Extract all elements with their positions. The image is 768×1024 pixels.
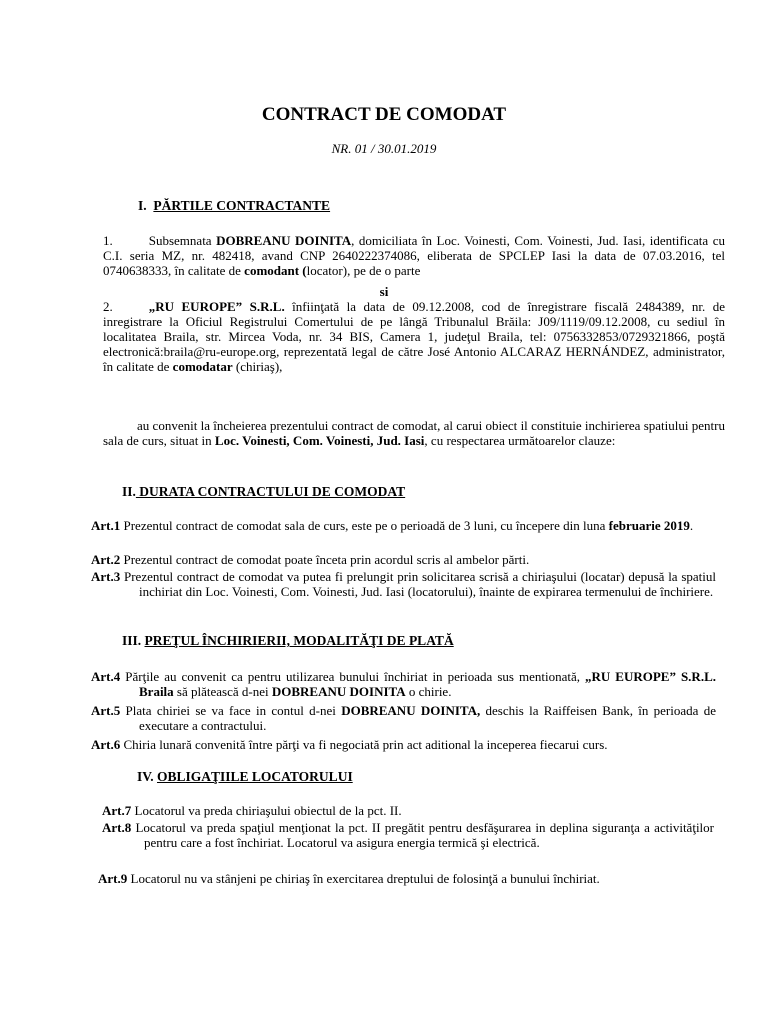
article-7: Art.7 Locatorul va preda chiriaşului obiectul de la pct. II. [102,803,402,818]
article-1: Art.1 Prezentul contract de comodat sala de curs, este pe o perioadă de 3 luni, cu începere din luna februarie 2019. [91,518,694,533]
article-5: Art.5 Plata chiriei se va face in contul d-nei DOBREANU DOINITA, deschis la Raiffeisen Bank, în perioada de executare a contractului. [91,703,716,733]
article-8: Art.8 Locatorul va preda spaţiul menţionat la pct. II pregătit pentru desfăşurarea in deplina siguranţa a activităţilor pentru care a fost închiriat. Locatorul va asigura energia termică şi electrică. [102,820,714,850]
article-4: Art.4 Părţile au convenit ca pentru utilizarea bunului închiriat in perioada sus mentionată, „RU EUROPE” S.R.L. Braila să plătească d-nei DOBREANU DOINITA o chirie. [91,669,716,699]
document-number: NR. 01 / 30.01.2019 [331,141,437,156]
section-2-heading: II. DURATA CONTRACTULUI DE COMODAT [122,484,406,499]
document-title: CONTRACT DE COMODAT [261,104,507,125]
party-1-paragraph: 1. Subsemnata DOBREANU DOINITA, domiciliata în Loc. Voinesti, Com. Voinesti, Jud. Iasi, identificata cu C.I. seria MZ, nr. 482418, avand CNP 2640222374086, eliberata de SPCLEP Iasi la data de 07.03.2016, tel 0740638333, în calitate de comodant (locator), pe de o parte [103,233,725,278]
section-1-heading: I. PĂRTILE CONTRACTANTE [138,198,331,213]
article-9: Art.9 Locatorul nu va stânjeni pe chiriaş în exercitarea dreptului de folosinţă a bunului închiriat. [98,871,600,886]
section-4-heading: IV. OBLIGAŢIILE LOCATORULUI [137,769,353,784]
agreement-paragraph: au convenit la încheierea prezentului contract de comodat, al carui obiect il constituie inchirierea spatiului pentru sala de curs, situat in Loc. Voinesti, Com. Voinesti, Jud. Iasi, cu respectarea următoarelor clauze: [103,418,725,448]
article-6: Art.6 Chiria lunară convenită între părţi va fi negociată prin act aditional la inceperea fiecarui curs. [91,737,608,752]
article-3: Art.3 Prezentul contract de comodat va putea fi prelungit prin solicitarea scrisă a chiriaşului (locatar) depusă la spatiul inchiriat din Loc. Voinesti, Com. Voinesti, Jud. Iasi (locatorului), înainte de expirarea termenului de închiriere. [91,569,716,599]
section-3-heading: III. PREŢUL ÎNCHIRIERII, MODALITĂŢI DE PLATĂ [122,633,454,648]
party-2-paragraph: 2. „RU EUROPE” S.R.L. înfiinţată la data de 09.12.2008, cod de înregistrare fiscală 2484389, nr. de inregistrare la Oficiul Registrului Comertului de pe lângă Tribunalul Brăila: J09/1119/09.12.2008, cu sediul în localitatea Braila, str. Mircea Voda, nr. 34 BIS, Camera 1, judeţul Braila, tel: 0756332853/0729321866, poştă electronică:braila@ru-europe.org, reprezentată legal de către José Antonio ALCARAZ HERNÁNDEZ, administrator, în calitate de comodatar (chiriaş), [103,299,725,374]
conjunction-si: si [379,284,389,299]
article-2: Art.2 Prezentul contract de comodat poate înceta prin acordul scris al ambelor părti. [91,552,530,567]
